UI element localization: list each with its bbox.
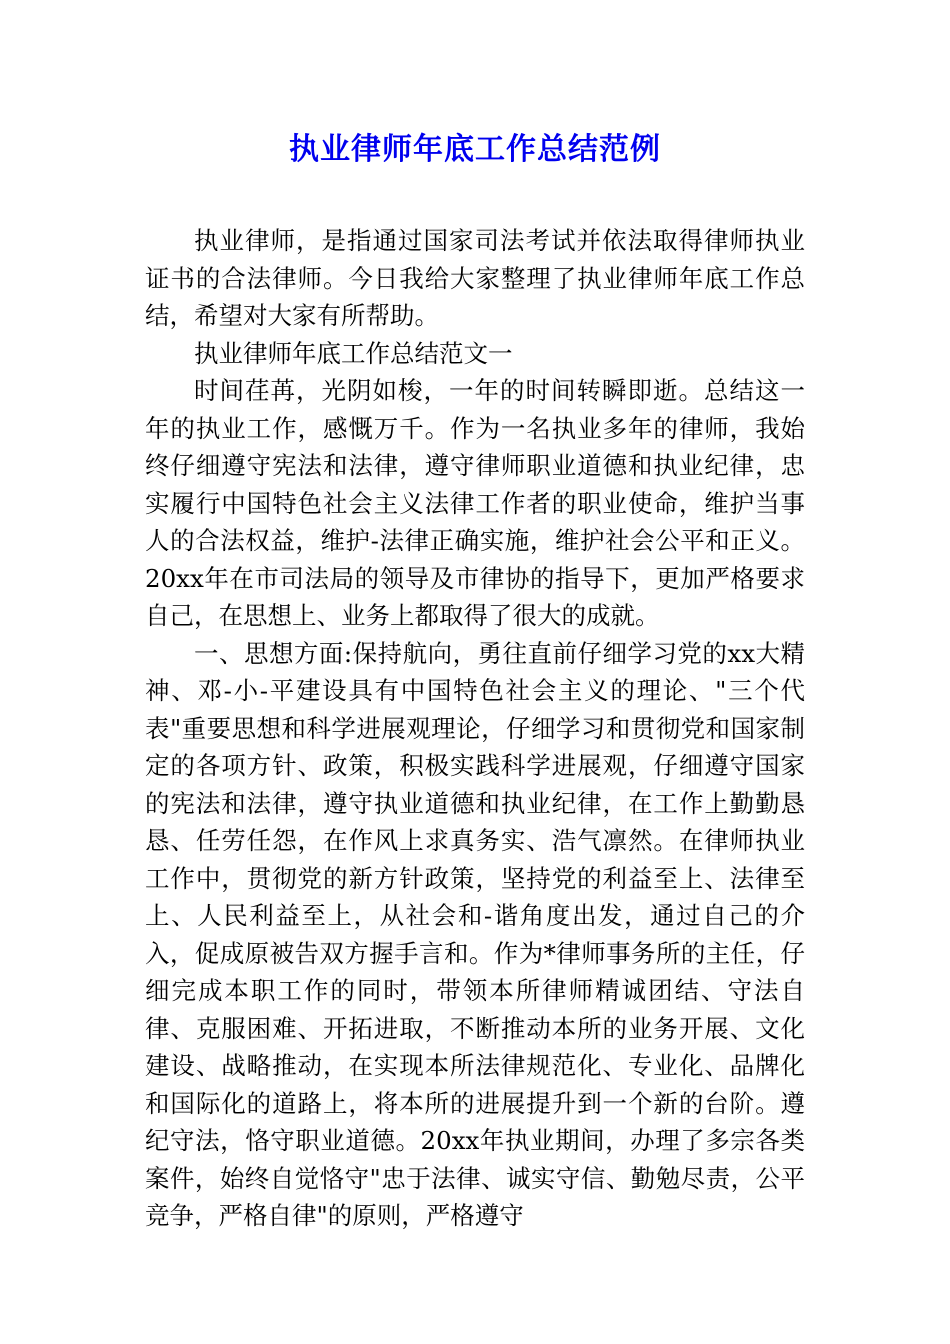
paragraph-thought-aspect: 一、思想方面:保持航向，勇往直前仔细学习党的xx大精神、邓-小-平建设具有中国特色社会主义的理论、"三个代表"重要思想和科学进展观理论，仔细学习和贯彻党和国家制定的各项方针、政策，积极实践科学进展观，仔细遵守国家的宪法和法律，遵守执业道德和执业纪律，在工作上勤勤恳恳、任劳任怨，在作风上求真务实、浩气凛然。在律师执业工作中，贯彻党的新方针政策，坚持党的利益至上、法律至上、人民利益至上，从社会和-谐角度出发，通过自己的介入，促成原被告双方握手言和。作为*律师事务所的主任，仔细完成本职工作的同时，带领本所律师精诚团结、守法自律、克服困难、开拓进取，不断推动本所的业务开展、文化建设、战略推动，在实现本所法律规范化、专业化、品牌化和国际化的道路上，将本所的进展提升到一个新的台阶。遵纪守法，恪守职业道德。20xx年执业期间，办理了多宗各类案件，始终自觉恪守"忠于法律、诚实守信、勤勉尽责，公平竞争，严格自律"的原则，严格遵守 — [145, 638, 805, 1230]
paragraph-summary: 时间荏苒，光阴如梭，一年的时间转瞬即逝。总结这一年的执业工作，感慨万千。作为一名执业多年的律师，我始终仔细遵守宪法和法律，遵守律师职业道德和执业纪律，忠实履行中国特色社会主义法律工作者的职业使命，维护当事人的合法权益，维护-法律正确实施，维护社会公平和正义。20xx年在市司法局的领导及市律协的指导下，更加严格要求自己，在思想上、业务上都取得了很大的成就。 — [145, 376, 805, 630]
paragraph-section-heading: 执业律师年底工作总结范文一 — [194, 338, 513, 368]
document-body — [145, 222, 805, 1235]
document-title: 执业律师年底工作总结范例 — [289, 132, 661, 167]
paragraph-intro: 执业律师，是指通过国家司法考试并依法取得律师执业证书的合法律师。今日我给大家整理了执业律师年底工作总结，希望对大家有所帮助。 — [145, 226, 805, 330]
